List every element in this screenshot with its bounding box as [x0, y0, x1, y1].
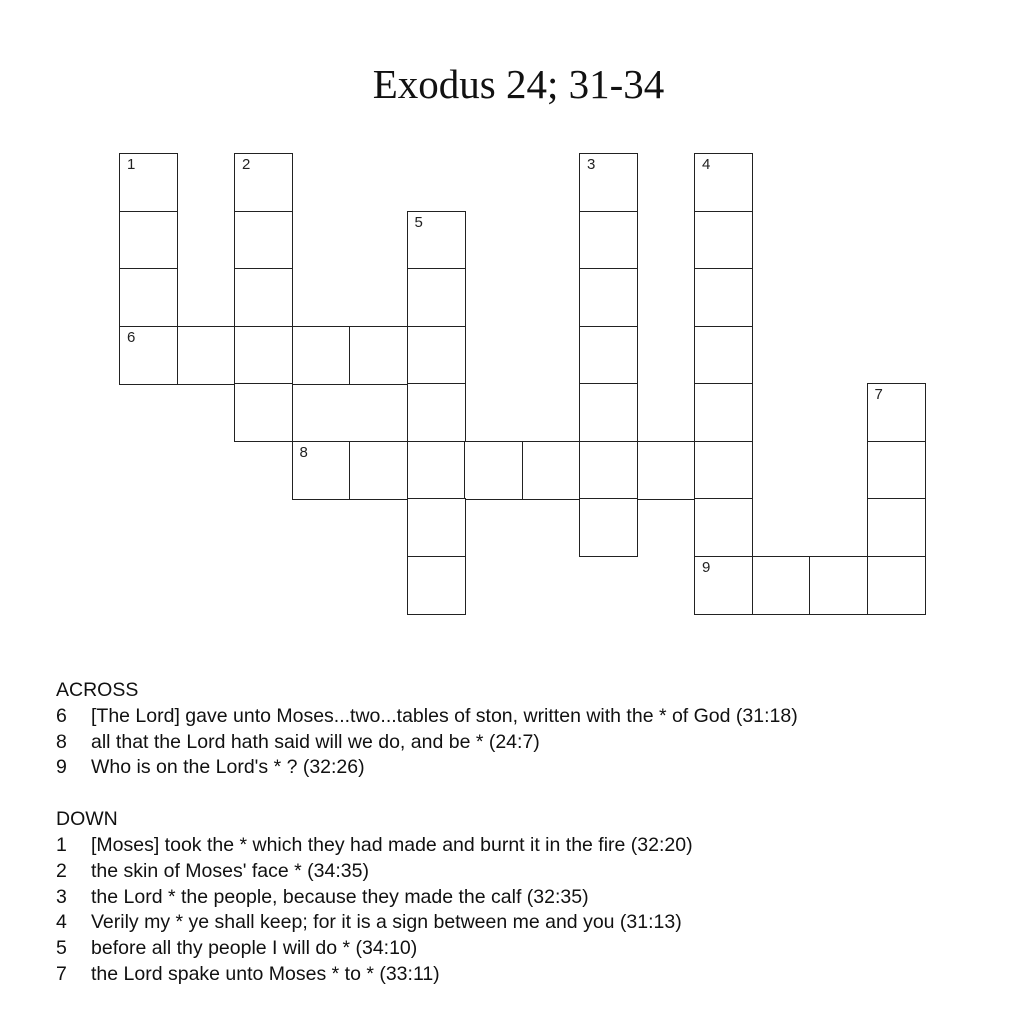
- grid-cell[interactable]: [694, 383, 753, 442]
- cell-number: 6: [127, 328, 136, 346]
- clue-down-1: [56, 833, 996, 859]
- cell-number: 4: [702, 156, 711, 173]
- clue-text: [Moses] took the * which they had made and burnt it in the fire (32:20): [91, 833, 693, 856]
- clue-across-6: [56, 704, 996, 730]
- grid-cell[interactable]: [694, 498, 753, 557]
- page-title: Exodus 24; 31-34: [372, 61, 665, 107]
- grid-cell[interactable]: [694, 556, 753, 615]
- grid-cell[interactable]: [119, 268, 178, 327]
- clue-down-5: [56, 936, 996, 962]
- grid-cell[interactable]: [867, 498, 926, 557]
- grid-cell[interactable]: [234, 268, 293, 327]
- grid-cell[interactable]: [119, 211, 178, 270]
- down-heading: DOWN: [56, 808, 118, 831]
- clue-number: 6: [56, 704, 67, 727]
- grid-cell[interactable]: [579, 498, 638, 557]
- down-section: [56, 807, 996, 988]
- grid-cell[interactable]: [809, 556, 868, 615]
- clue-text: [The Lord] gave unto Moses...two...tables of ston, written with the * of God (31:18): [91, 704, 798, 727]
- grid-cell[interactable]: [579, 268, 638, 327]
- grid-cell[interactable]: [407, 556, 466, 615]
- cell-number: 9: [702, 558, 711, 576]
- clue-number: 1: [56, 833, 67, 856]
- grid-cell[interactable]: [234, 211, 293, 270]
- grid-cell[interactable]: [119, 153, 178, 212]
- clue-number: 5: [56, 937, 67, 960]
- grid-cell[interactable]: [867, 556, 926, 615]
- clue-number: 4: [56, 911, 67, 934]
- grid-cell[interactable]: [349, 326, 408, 385]
- grid-cell[interactable]: [579, 153, 638, 212]
- clues-section: [56, 678, 996, 988]
- clue-text: the skin of Moses' face * (34:35): [91, 859, 369, 882]
- grid-cell[interactable]: [407, 498, 466, 557]
- clue-number: 7: [56, 962, 67, 985]
- cell-number: 2: [242, 156, 251, 173]
- grid-cell[interactable]: [694, 268, 753, 327]
- clue-across-9: [56, 755, 996, 781]
- grid-cell[interactable]: [407, 211, 466, 270]
- grid-cell[interactable]: [464, 441, 523, 500]
- clue-number: 2: [56, 859, 67, 882]
- clue-text: all that the Lord hath said will we do, and be * (24:7): [91, 730, 540, 753]
- cell-number: 3: [587, 156, 596, 173]
- clue-text: the Lord spake unto Moses * to * (33:11): [91, 962, 440, 985]
- clue-down-7: [56, 962, 996, 988]
- clue-number: 9: [56, 756, 67, 779]
- grid-cell[interactable]: [234, 326, 293, 385]
- cell-number: 1: [127, 156, 136, 173]
- clue-number: 8: [56, 730, 67, 753]
- section-spacer: [56, 781, 996, 807]
- clue-text: the Lord * the people, because they made the calf (32:35): [91, 885, 589, 908]
- clue-down-4: [56, 910, 996, 936]
- grid-cell[interactable]: [579, 383, 638, 442]
- clue-number: 3: [56, 885, 67, 908]
- cell-number: 8: [299, 443, 308, 461]
- grid-cell[interactable]: [579, 211, 638, 270]
- grid-cell[interactable]: [234, 153, 293, 212]
- grid-cell[interactable]: [694, 441, 753, 500]
- clue-text: before all thy people I will do * (34:10): [91, 937, 418, 960]
- grid-cell[interactable]: [119, 326, 178, 385]
- grid-cell[interactable]: [637, 441, 696, 500]
- grid-cell[interactable]: [349, 441, 408, 500]
- grid-cell[interactable]: [694, 153, 753, 212]
- grid-cell[interactable]: [867, 383, 926, 442]
- grid-cell[interactable]: [579, 326, 638, 385]
- cell-number: 5: [414, 213, 423, 231]
- grid-cell[interactable]: [177, 326, 236, 385]
- grid-cell[interactable]: [292, 326, 351, 385]
- grid-cell[interactable]: [234, 383, 293, 442]
- grid-cell[interactable]: [407, 326, 466, 385]
- cell-number: 7: [874, 386, 883, 403]
- grid-cell[interactable]: [579, 441, 638, 500]
- across-section: [56, 678, 996, 781]
- across-heading: ACROSS: [56, 679, 139, 701]
- grid-cell[interactable]: [867, 441, 926, 500]
- clue-text: Who is on the Lord's * ? (32:26): [91, 756, 365, 779]
- grid-cell[interactable]: [752, 556, 811, 615]
- grid-cell[interactable]: [407, 441, 466, 500]
- clue-across-8: [56, 730, 996, 756]
- grid-cell[interactable]: [407, 268, 466, 327]
- grid-cell[interactable]: [407, 383, 466, 442]
- grid-cell[interactable]: [694, 326, 753, 385]
- clue-text: Verily my * ye shall keep; for it is a sign between me and you (31:13): [91, 911, 682, 934]
- grid-cell[interactable]: [292, 441, 351, 500]
- grid-cell[interactable]: [522, 441, 581, 500]
- clue-down-2: [56, 859, 996, 885]
- grid-cell[interactable]: [694, 211, 753, 270]
- clue-down-3: [56, 885, 996, 911]
